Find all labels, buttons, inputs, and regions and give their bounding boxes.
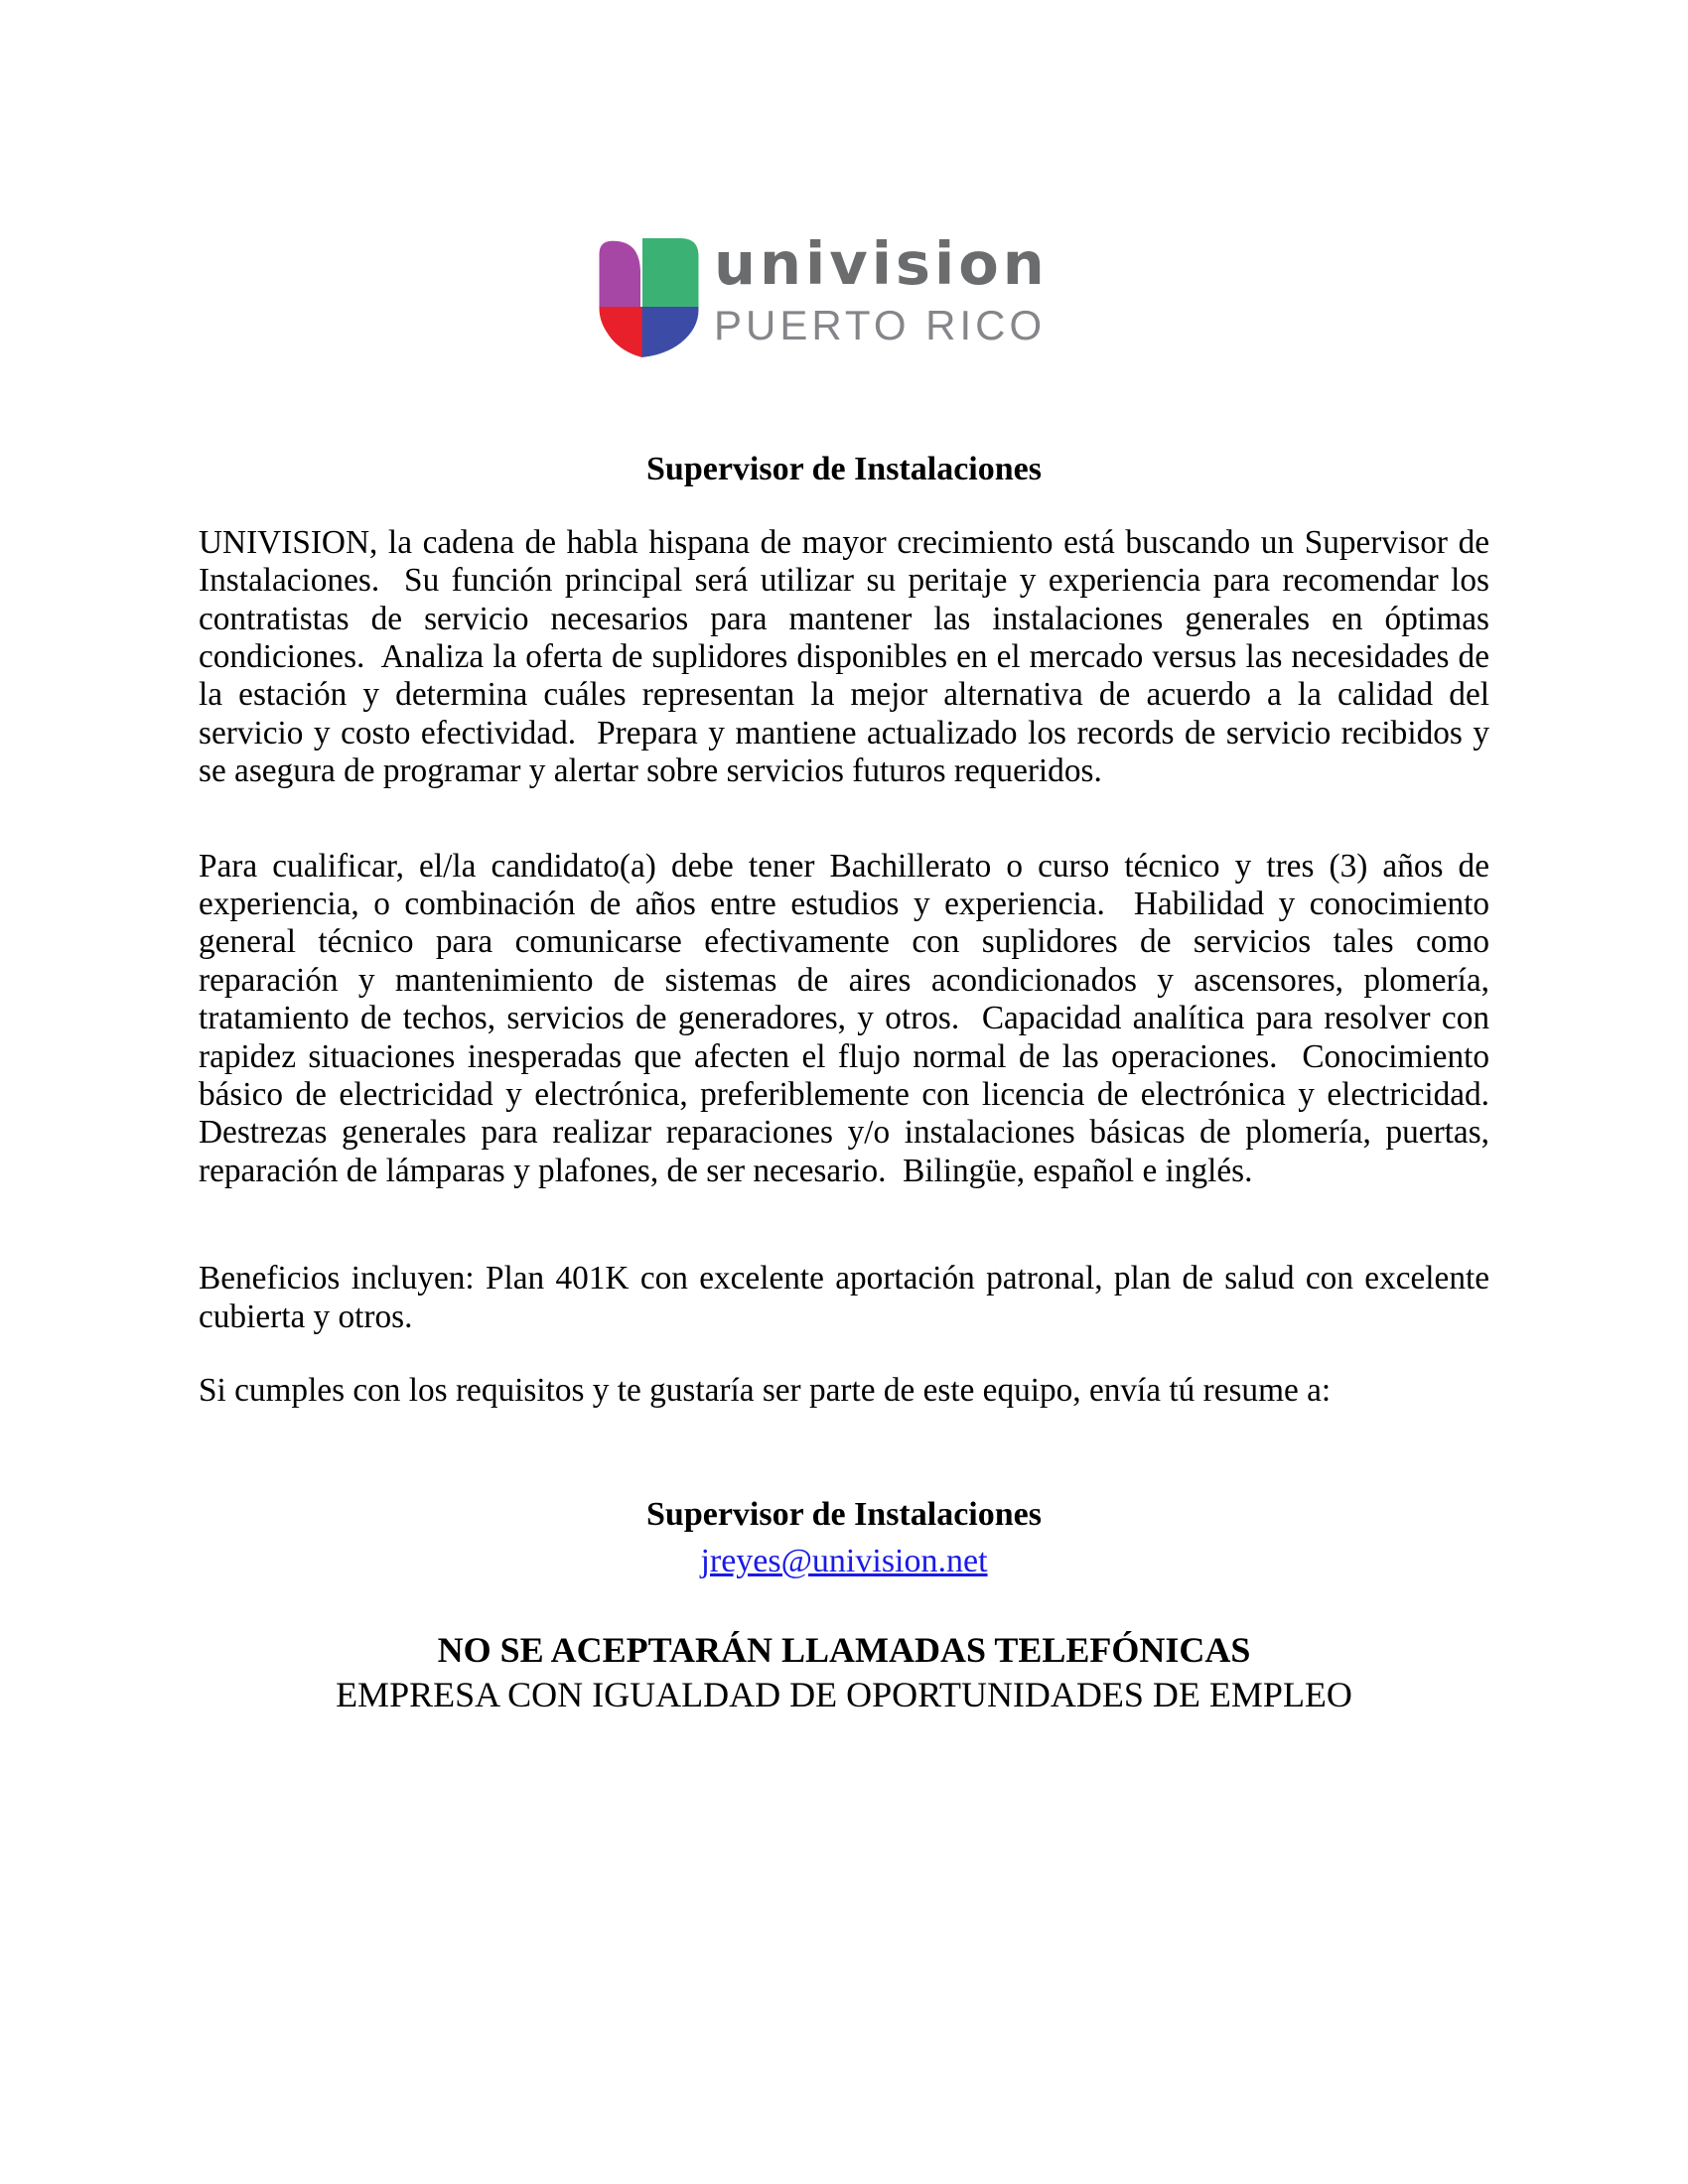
page-title: Supervisor de Instalaciones: [646, 451, 1042, 487]
footer-no-calls-notice: NO SE ACEPTARÁN LLAMADAS TELEFÓNICAS: [437, 1630, 1251, 1671]
univision-logo-icon: [596, 238, 702, 357]
footer-eoe-notice: EMPRESA CON IGUALDAD DE OPORTUNIDADES DE EMPLEO: [336, 1675, 1352, 1715]
contact-email-line: [199, 1542, 1489, 1582]
univision-logo: [596, 229, 1489, 357]
logo-quadrant-blue: [642, 307, 699, 357]
logo-region-text: PUERTO RICO: [714, 302, 1047, 348]
footer-block: [199, 1628, 1489, 1717]
univision-u-icon: [596, 238, 702, 357]
logo-brand-text: univision: [714, 229, 1049, 298]
body-paragraph-benefits: Beneficios incluyen: Plan 401K con excelente aportación patronal, plan de salud con excelente cubierta y otros.: [199, 1260, 1498, 1335]
logo-quadrant-magenta: [600, 241, 641, 307]
contact-position-heading: Supervisor de Instalaciones: [646, 1495, 1042, 1533]
logo-wordmark: [714, 229, 1049, 348]
logo-quadrant-green: [642, 238, 699, 307]
contact-block: [199, 1495, 1489, 1583]
email-link[interactable]: jreyes@univision.net: [700, 1543, 988, 1580]
body-paragraph-apply: Si cumples con los requisitos y te gustaría ser parte de este equipo, envía tú resume a:: [199, 1372, 1332, 1410]
body-paragraph-qualifications: Para cualificar, el/la candidato(a) debe tener Bachillerato o curso técnico y tres (3) años de experiencia, o combinación de años entre estudios y experiencia. Habilidad y conocimiento general técnico para comunicarse efectivamente con suplidores de servicios tales como reparación y mantenimiento de sistemas de aires acondicionados y ascensores, plomería, tratamiento de techos, servicios de generadores, y otros. Capacidad analítica para resolver con rapidez situaciones inesperadas que afecten el flujo normal de las operaciones. Conocimiento básico de electricidad y electrónica, preferiblemente con licencia de electrónica y electricidad. Destrezas generales para realizar reparaciones y/o instalaciones básicas de plomería, puertas, reparación de lámparas y plafones, de ser necesario. Bilingüe, español e inglés.: [199, 847, 1506, 1189]
body-paragraph-intro: UNIVISION, la cadena de habla hispana de mayor crecimiento está buscando un Supervisor de Instalaciones. Su función principal será utilizar su peritaje y experiencia para recomendar los contratistas de servicio necesarios para mantener las instalaciones generales en óptimas condiciones. Analiza la oferta de suplidores disponibles en el mercado versus las necesidades de la estación y determina cuáles representan la mejor alternativa de acuerdo a la calidad del servicio y costo efectividad. Prepara y mantiene actualizado los records de servicio recibidos y se asegura de programar y alertar sobre servicios futuros requeridos.: [199, 523, 1498, 790]
logo-quadrant-red: [600, 307, 642, 357]
